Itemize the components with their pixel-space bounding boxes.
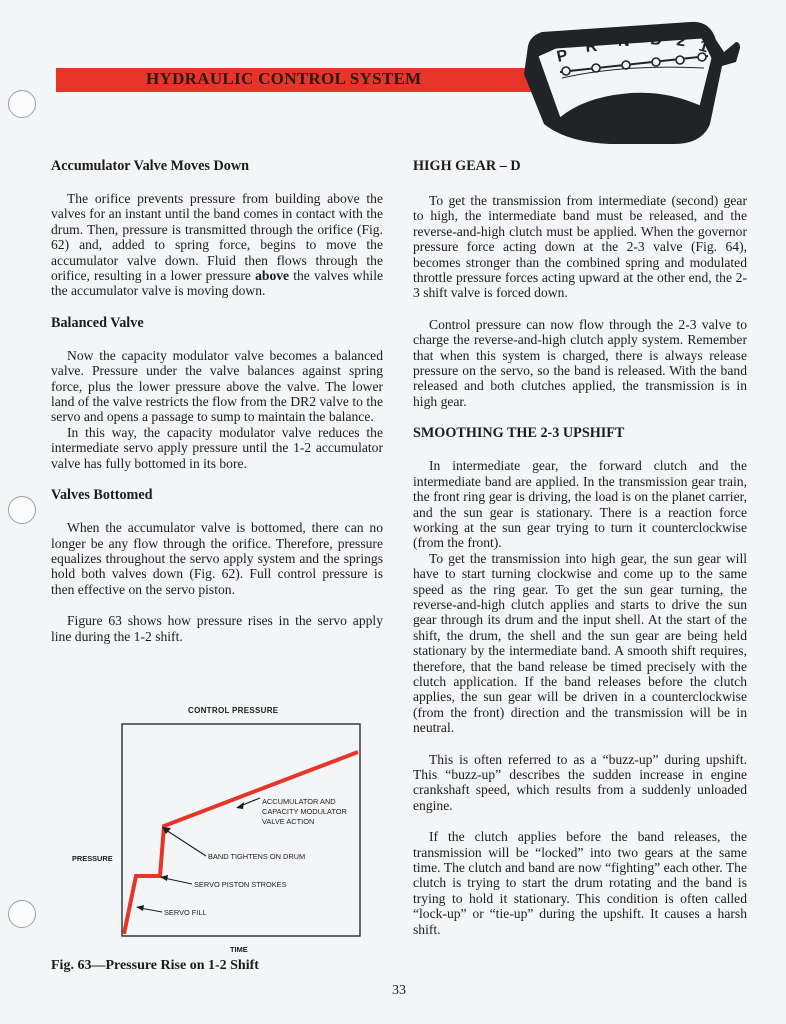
heading-accumulator-valve: Accumulator Valve Moves Down [51, 158, 249, 174]
paragraph: If the clutch applies before the band releases, the transmission will be “locked” into two gears at the same time. The clutch and band are now “fighting” each other. The clutch is trying to start the drum rotating and the band is trying to hold it stationary. This condition is often called “lock-up” or “tie-up” during the upshift. It causes a harsh shift. [413, 829, 747, 937]
heading-high-gear: HIGH GEAR – D [413, 158, 521, 174]
right-column [413, 158, 747, 937]
pressure-rise-chart [60, 718, 370, 958]
paragraph: Now the capacity modulator valve becomes a balanced valve. Pressure under the valve balances against spring force, plus the lower pressure above the valve. The lower land of the valve restricts the flow from the DR2 valve to the servo and opens a passage to sump to maintain the balance. [51, 347, 383, 425]
paragraph: This is often referred to as a “buzz-up” during upshift. This “buzz-up” describes the sudden increase in engine crankshaft speed, which results from a suddenly unloaded engine. [413, 751, 747, 813]
annotation-band-tightens: BAND TIGHTENS ON DRUM [208, 852, 306, 861]
arrowhead [236, 802, 244, 809]
paragraph: In intermediate gear, the forward clutch and the intermediate band are applied. In the transmission gear train, the front ring gear is driving, the load is on the planet carrier, and the sun gear is stationary. There is a reaction force working at the sun gear trying to turn it counterclockwise (from the front). [413, 458, 747, 551]
arrowhead [136, 905, 144, 911]
figure-title: CONTROL PRESSURE [188, 706, 279, 715]
heading-balanced-valve: Balanced Valve [51, 314, 144, 331]
paragraph: To get the transmission into high gear, the sun gear will have to start turning clockwise and come up to the same speed as the ring gear. To get the sun gear turning, the reverse-and-high clutch applies and starts to drive the sun gear through its drum and the input shell. At the start of the shift, the drum, the shell and the sun gear are being held stationary by the intermediate band. A smooth shift requires, therefore, that the band release be timed precisely with the clutch application. If the band releases before the clutch applies, the sun gear will be driven in a counterclockwise (from the front) direction and the transmission will be in neutral. [413, 550, 747, 736]
paragraph: In this way, the capacity modulator valve reduces the intermediate servo apply pressure until the 1-2 accumulator valve has fully bottomed in its bore. [51, 424, 383, 471]
paragraph: Figure 63 shows how pressure rises in the servo apply line during the 1-2 shift. [51, 613, 383, 644]
y-axis-label: PRESSURE [72, 854, 113, 863]
paragraph: When the accumulator valve is bottomed, there can no longer be any flow through the orifice. Therefore, pressure equalizes throughout the servo apply system and the springs hold both valves down (Fig. 62). Full control pressure is then effective on the servo piston. [51, 520, 383, 597]
figure-caption: Fig. 63—Pressure Rise on 1-2 Shift [51, 958, 259, 973]
gear-letter-d: D [649, 31, 663, 50]
gear-letter-2: 2 [675, 32, 688, 51]
page-number: 33 [392, 983, 406, 998]
left-column [51, 158, 383, 644]
gear-letter-p: P [555, 47, 570, 66]
annotation-servo-fill: SERVO FILL [164, 908, 207, 917]
punch-hole-top [8, 90, 36, 118]
gear-letter-r: R [584, 37, 598, 56]
leader-band [166, 830, 206, 856]
annotation-accumulator-1: ACCUMULATOR AND [262, 797, 336, 806]
heading-valves-bottomed: Valves Bottomed [51, 487, 153, 504]
paragraph: To get the transmission from intermediate (second) gear to high, the intermediate band must be released, and the reverse-and-high clutch must be applied. When the governor pressure force acting down at the 2-3 valve (Fig. 64), becomes stronger than the combined spring and modulated throttle pressure forces acting upward at the other end, the 2-3 shift valve is forced down. [413, 193, 747, 301]
paragraph: The orifice prevents pressure from building above the valves for an instant until the band comes in contact with the drum. Then, pressure is transmitted through the orifice (Fig. 62) and, added to spring force, begins to move the accumulator valve down. Fluid then flows through the orifice, resulting in a lower pressure above the valves while the accumulator valve is moving down. [51, 191, 384, 299]
gear-selector-icon [514, 12, 744, 150]
heading-smoothing-upshift: SMOOTHING THE 2-3 UPSHIFT [413, 425, 625, 442]
leader-stroke [164, 878, 192, 884]
gear-letter-n: N [618, 33, 630, 50]
punch-hole-middle [8, 496, 36, 524]
annotation-accumulator-3: VALVE ACTION [262, 817, 315, 826]
header-banner [56, 68, 538, 92]
punch-hole-bottom [8, 900, 36, 928]
x-axis-label: TIME [230, 945, 248, 954]
annotation-accumulator-2: CAPACITY MODULATOR [262, 807, 347, 816]
gear-letter-1: 1 [696, 37, 711, 57]
annotation-servo-strokes: SERVO PISTON STROKES [194, 880, 287, 889]
chart-frame [122, 724, 360, 936]
paragraph: Control pressure can now flow through the 2-3 valve to charge the reverse-and-high clutch apply system. Remember that when this system is charged, there is always release pressure on the servo, so the band is released. With the band released and both clutches applied, the transmission is in high gear. [413, 316, 747, 409]
pressure-curve [124, 752, 358, 934]
page-title: HYDRAULIC CONTROL SYSTEM [146, 69, 422, 88]
